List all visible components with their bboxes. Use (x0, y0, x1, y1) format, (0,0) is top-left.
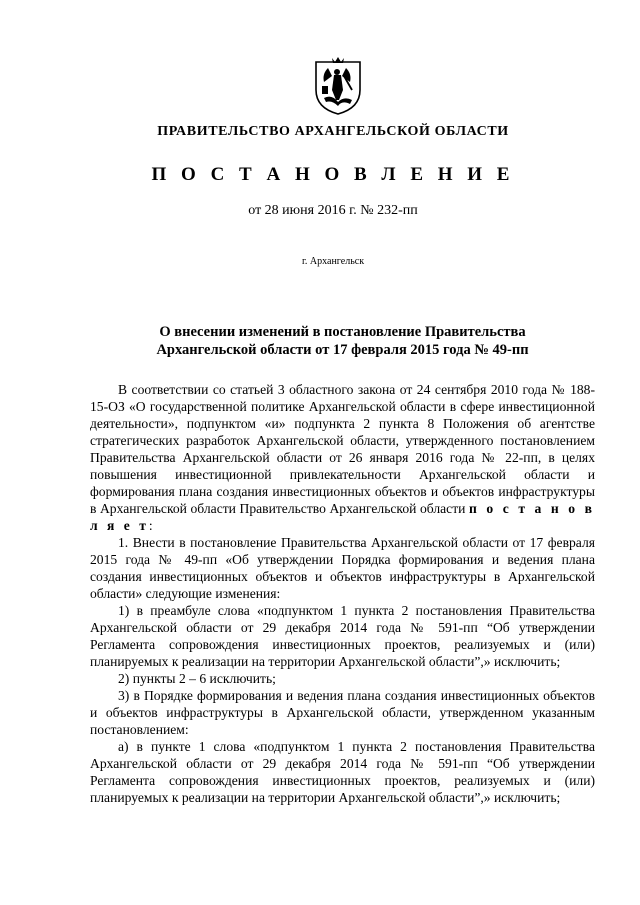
document-body (90, 381, 595, 806)
preamble-paragraph (90, 381, 595, 534)
item-1-paragraph: 1. Внести в постановление Правительства Архангельской области от 17 февраля 2015 года № 49-пп «Об утверждении Порядка формирования и ведения плана создания инвестиционных объектов и объектов инфраструктуры в Архангельской области» следующие изменения: (90, 535, 595, 601)
item-1-2-paragraph: 2) пункты 2 – 6 исключить; (118, 671, 276, 686)
item-1-3-paragraph: 3) в Порядке формирования и ведения плана создания инвестиционных объектов и объектов инфраструктуры в Архангельской области, утвержденном указанным постановлением: (90, 688, 595, 737)
resolves-colon: : (148, 518, 153, 533)
item-1-3-a-paragraph: а) в пункте 1 слова «подпунктом 1 пункта 2 постановления Правительства Архангельской области от 29 декабря 2014 года № 591-пп “Об утверждении Регламента сопровождения инвестиционных проектов, реализуемых и (или) планируемых к реализации на территории Архангельской области”,» исключить; (90, 739, 595, 805)
document-city: г. Архангельск (301, 256, 365, 267)
item-1-1-paragraph: 1) в преамбуле слова «подпунктом 1 пункта 2 постановления Правительства Архангельской области от 29 декабря 2014 года № 591-пп “Об утверждении Регламента сопровождения инвестиционных проектов, реализуемых и (или) планируемых к реализации на территории Архангельской области”,» исключить; (90, 603, 595, 669)
document-title-line-1: О внесении изменений в постановление Правительства (159, 324, 526, 340)
document-title-line-2: Архангельской области от 17 февраля 2015 года № 49-пп (156, 342, 529, 358)
document-date-number: от 28 июня 2016 г. № 232-пп (248, 203, 418, 218)
resolves-word: п о с т а н о в л я е т (90, 501, 595, 533)
preamble-text: В соответствии со статьей 3 областного закона от 24 сентября 2010 года № 188-15-ОЗ «О государственной политике Архангельской области в сфере инвестиционной деятельности», подпунктом «и» подпункта 2 пункта 8 Положения об агентстве стратегических разработок Архангельской области, утвержденного постановлением Правительства Архангельской области от 26 января 2016 года № 22-пп, в целях повышения инвестиционной привлекательности Архангельской области и формирования плана создания инвестиционных объектов и объектов инфраструктуры в Архангельской области Правительство Архангельской области (90, 382, 595, 516)
coat-of-arms-emblem (312, 56, 364, 116)
document-title (90, 323, 595, 359)
government-name: ПРАВИТЕЛЬСТВО АРХАНГЕЛЬСКОЙ ОБЛАСТИ (157, 124, 509, 139)
document-type-heading: П О С Т А Н О В Л Е Н И Е (151, 164, 515, 185)
